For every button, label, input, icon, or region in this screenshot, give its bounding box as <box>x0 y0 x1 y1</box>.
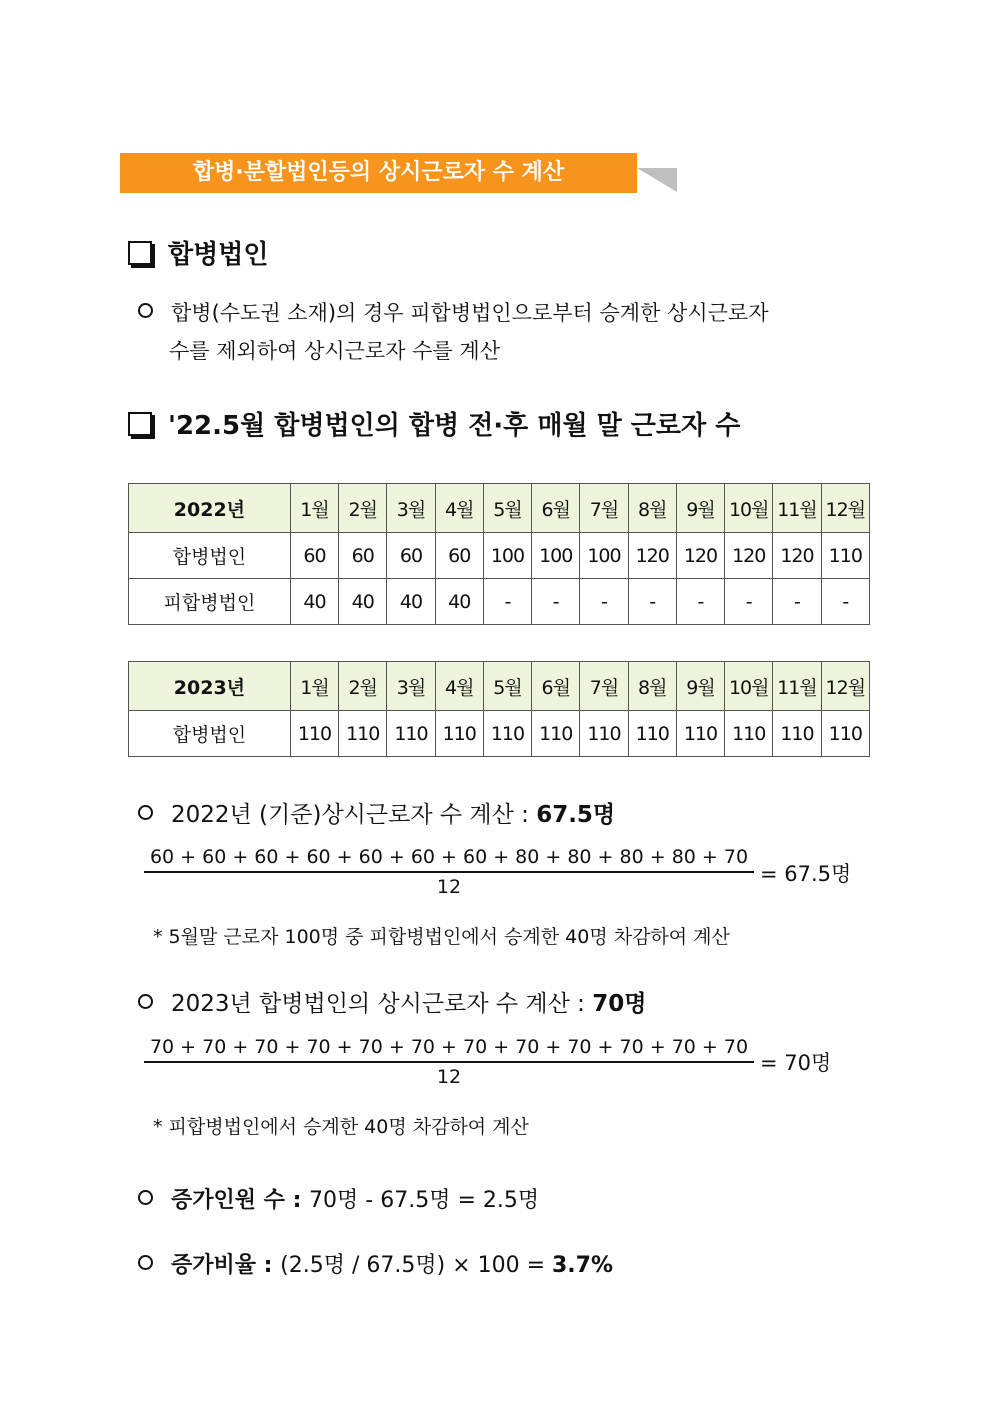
value-cell: 60 <box>339 533 387 579</box>
month-header-cell: 2월 <box>339 662 387 711</box>
value-cell: - <box>580 579 628 625</box>
value-cell: 120 <box>725 533 773 579</box>
value-cell: - <box>821 579 869 625</box>
month-header-cell: 7월 <box>580 662 628 711</box>
value-cell: 100 <box>532 533 580 579</box>
fraction-denominator: 12 <box>436 1066 462 1088</box>
bullet-circle-icon <box>138 1255 153 1270</box>
merge-bullet <box>138 294 768 370</box>
value-cell: 110 <box>387 711 435 757</box>
fraction-denominator: 12 <box>436 876 462 898</box>
month-header-cell: 5월 <box>483 662 531 711</box>
increase-rate-label: 증가비율 : <box>171 1253 281 1278</box>
value-cell: 110 <box>821 711 869 757</box>
value-cell: - <box>725 579 773 625</box>
month-header-cell: 12월 <box>821 662 869 711</box>
calc-2022-heading <box>138 796 615 829</box>
bullet-circle-icon <box>138 994 153 1009</box>
value-cell: 110 <box>483 711 531 757</box>
value-cell: - <box>532 579 580 625</box>
increase-rate-result: 3.7% <box>552 1253 614 1278</box>
calc-heading-text: 2022년 (기준)상시근로자 수 계산 : <box>171 802 537 828</box>
increase-rate-line <box>138 1248 613 1279</box>
value-cell: 40 <box>435 579 483 625</box>
value-cell: 110 <box>339 711 387 757</box>
table-header-row <box>129 484 870 533</box>
checkbox-square-icon <box>128 241 152 265</box>
value-cell: - <box>676 579 724 625</box>
table-row <box>129 711 870 757</box>
month-header-cell: 12월 <box>821 484 869 533</box>
calc-heading-text: 2023년 합병법인의 상시근로자 수 계산 : <box>171 991 593 1017</box>
month-header-cell: 7월 <box>580 484 628 533</box>
bullet-line-2: 수를 제외하여 상시근로자 수를 계산 <box>169 339 500 363</box>
fraction-numerator: 60 + 60 + 60 + 60 + 60 + 60 + 60 + 80 + 80 + 80 + 80 + 70 <box>149 846 749 868</box>
section-banner: 합병·분할법인등의 상시근로자 수 계산 <box>120 153 637 193</box>
value-cell: 120 <box>628 533 676 579</box>
value-cell: 60 <box>290 533 338 579</box>
calc-2023-heading <box>138 985 646 1018</box>
section-heading-monthly <box>128 405 740 442</box>
fraction-result: = 70명 <box>760 1051 832 1075</box>
value-cell: - <box>628 579 676 625</box>
fraction-result: = 67.5명 <box>760 862 852 886</box>
value-cell: 60 <box>387 533 435 579</box>
month-header-cell: 6월 <box>532 484 580 533</box>
fraction-line <box>144 1061 754 1063</box>
fraction-line <box>144 871 754 873</box>
year-header-cell: 2022년 <box>129 484 291 533</box>
value-cell: 100 <box>580 533 628 579</box>
increase-count-line <box>138 1183 539 1214</box>
value-cell: 110 <box>435 711 483 757</box>
row-label-cell: 합병법인 <box>129 533 291 579</box>
month-header-cell: 11월 <box>773 484 821 533</box>
month-header-cell: 8월 <box>628 662 676 711</box>
section-heading-merge <box>128 234 268 271</box>
month-header-cell: 4월 <box>435 484 483 533</box>
value-cell: 60 <box>435 533 483 579</box>
month-header-cell: 9월 <box>676 484 724 533</box>
value-cell: 40 <box>387 579 435 625</box>
month-header-cell: 11월 <box>773 662 821 711</box>
value-cell: 110 <box>821 533 869 579</box>
value-cell: 40 <box>290 579 338 625</box>
increase-count-label: 증가인원 수 : <box>171 1188 310 1213</box>
value-cell: 100 <box>483 533 531 579</box>
bullet-circle-icon <box>138 1190 153 1205</box>
month-header-cell: 1월 <box>290 484 338 533</box>
bullet-circle-icon <box>138 805 153 820</box>
month-header-cell: 9월 <box>676 662 724 711</box>
increase-rate-value: (2.5명 / 67.5명) × 100 = <box>280 1253 552 1278</box>
section-heading-text: '22.5월 합병법인의 합병 전·후 매월 말 근로자 수 <box>168 411 741 441</box>
month-header-cell: 1월 <box>290 662 338 711</box>
table-row <box>129 579 870 625</box>
month-header-cell: 10월 <box>725 662 773 711</box>
month-header-cell: 3월 <box>387 484 435 533</box>
value-cell: 120 <box>773 533 821 579</box>
section-heading-text: 합병법인 <box>168 240 269 270</box>
value-cell: 110 <box>290 711 338 757</box>
month-header-cell: 5월 <box>483 484 531 533</box>
month-header-cell: 10월 <box>725 484 773 533</box>
banner-tail-shape <box>637 168 677 192</box>
calc-2023-note: * 피합병법인에서 승계한 40명 차감하여 계산 <box>153 1116 529 1138</box>
month-header-cell: 4월 <box>435 662 483 711</box>
fraction-numerator: 70 + 70 + 70 + 70 + 70 + 70 + 70 + 70 + 70 + 70 + 70 + 70 <box>149 1036 749 1058</box>
value-cell: - <box>773 579 821 625</box>
table-2022 <box>128 483 870 625</box>
increase-count-value: 70명 - 67.5명 = 2.5명 <box>309 1188 540 1213</box>
value-cell: 120 <box>676 533 724 579</box>
month-header-cell: 8월 <box>628 484 676 533</box>
value-cell: 40 <box>339 579 387 625</box>
year-header-cell: 2023년 <box>129 662 291 711</box>
value-cell: 110 <box>628 711 676 757</box>
value-cell: 110 <box>532 711 580 757</box>
table-row <box>129 533 870 579</box>
bullet-line-1: 합병(수도권 소재)의 경우 피합병법인으로부터 승계한 상시근로자 <box>171 301 769 325</box>
month-header-cell: 3월 <box>387 662 435 711</box>
checkbox-square-icon <box>128 412 152 436</box>
month-header-cell: 6월 <box>532 662 580 711</box>
value-cell: 110 <box>773 711 821 757</box>
calc-2022-note: * 5월말 근로자 100명 중 피합병법인에서 승계한 40명 차감하여 계산 <box>153 926 730 948</box>
table-2023 <box>128 661 870 757</box>
row-label-cell: 합병법인 <box>129 711 291 757</box>
bullet-circle-icon <box>138 303 153 318</box>
value-cell: 110 <box>676 711 724 757</box>
value-cell: 110 <box>725 711 773 757</box>
month-header-cell: 2월 <box>339 484 387 533</box>
value-cell: - <box>483 579 531 625</box>
calc-result: 67.5명 <box>536 802 616 828</box>
row-label-cell: 피합병법인 <box>129 579 291 625</box>
table-header-row <box>129 662 870 711</box>
calc-result: 70명 <box>592 991 647 1017</box>
value-cell: 110 <box>580 711 628 757</box>
